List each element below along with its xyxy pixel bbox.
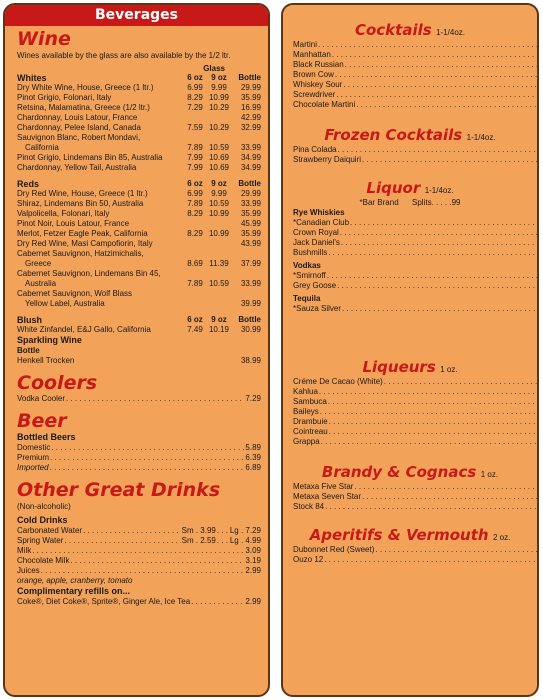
dot-leader [329,417,539,427]
beer-row-domestic: Domestic . . . 5.89 [17,443,261,453]
price-9oz [207,219,231,229]
price-6oz [183,249,207,259]
wine-name: Pinot Noir, Louis Latour, France [17,219,130,228]
dot-leader [343,80,539,90]
dot-leader [320,407,539,417]
price-9oz [207,239,231,249]
menu-item [293,427,539,437]
wine-name: Chardonnay, Yellow Tail, Australia [17,163,137,172]
dot-leader [70,556,244,566]
wine-row [17,143,261,153]
dot-leader [336,90,539,100]
menu-item [293,502,539,512]
menu-item [293,145,539,155]
menu-item [293,281,539,291]
price-6oz: 7.59 [187,123,203,132]
menu-item [293,304,539,314]
item-name: Crown Royal [293,228,339,237]
price-bottle: 30.99 [240,325,261,334]
bottled-beers-heading: Bottled Beers [17,432,76,442]
spirits-panel [281,3,539,697]
aperitifs-columns [293,545,527,565]
beverages-panel [3,3,270,697]
menu-item [293,50,539,60]
blush-list [17,325,261,335]
price-9oz: 10.99 [208,229,230,238]
dot-leader [337,281,539,291]
wine-name: Pinot Grigio, Lindemans Bin 85, Australia [17,153,163,162]
menu-item [17,546,261,556]
brandy-left-list [293,482,539,512]
carbonated-row: Carbonated Water . . . Sm . 3.99 . . . Lg . 7.29 [17,526,261,536]
reds-header: Reds 6 oz 9 oz Bottle [17,179,261,189]
menu-item [293,40,539,50]
dot-leader [342,304,539,314]
item-name: Black Russian [293,60,344,69]
dot-leader [325,502,539,512]
dot-leader [362,492,539,502]
other-drinks-list [17,546,261,576]
frozen-columns [293,145,527,165]
item-name: Chocolate Martini [293,100,356,109]
beer-row-imported: Imported . . . 6.89 [17,463,261,473]
coolers-heading: Coolers [17,372,98,394]
price-9oz: 10.99 [208,209,230,218]
menu-item [293,437,539,447]
dot-leader [332,50,539,60]
brandy-heading: Brandy & Cognacs 1 oz. [321,463,499,481]
price-6oz [183,289,207,299]
price-6oz [183,299,207,309]
dot-leader [328,397,539,407]
price-6oz: 7.89 [187,279,203,288]
cocktails-heading: Cocktails 1-1/4oz. [354,21,466,39]
wine-name: Dry White Wine, House, Greece (1 ltr.) [17,83,154,92]
price-6oz: 8.69 [187,259,203,268]
wine-row [17,83,261,93]
liquor-left-groups [293,208,539,344]
price-bottle: 33.99 [240,279,261,288]
price-bottle: 42.99 [240,113,261,122]
price-6oz: 7.29 [187,103,203,112]
bar-brand-splits: *Bar Brand Splits. . . . .99 [359,198,461,207]
glass-label: Glass [203,64,225,73]
dot-leader [318,40,539,50]
menu-item [293,492,539,502]
dot-leader [329,427,539,437]
wine-name: Dry Red Wine, Masi Campofiorin, Italy [17,239,153,248]
wine-name: Cabernet Sauvignon, Hatzimichalis, [17,249,144,258]
price-bottle [231,133,261,143]
price-6oz [183,239,207,249]
price-6oz [183,269,207,279]
item-name: Stock 84 [293,502,325,511]
dot-leader [321,437,539,447]
aperitifs-left-list [293,545,539,565]
price-6oz: 8.29 [187,209,203,218]
menu-item [293,90,539,100]
liqueurs-heading: Liqueurs 1 oz. [362,358,458,376]
dot-leader [324,555,539,565]
item-name: Screwdriver [293,90,336,99]
item-name: Strawberry Daiquiri [293,155,362,164]
aperitifs-heading: Aperitifs & Vermouth 2 oz. [309,526,511,544]
price-9oz: 10.59 [208,143,230,152]
price-6oz: 7.89 [187,143,203,152]
menu-item [293,545,539,555]
whites-header: Whites 6 oz 9 oz Bottle [17,73,261,83]
wine-row [17,239,261,249]
wine-note: Wines available by the glass are also available by the 1/2 ltr. [17,51,231,60]
item-name: Dubonnet Red (Sweet) [293,545,375,554]
item-price: 2.99 [245,566,261,575]
wine-row [17,325,261,335]
wine-row [17,279,261,289]
dot-leader [356,100,539,110]
price-bottle [231,289,261,299]
menu-item [293,387,539,397]
liquor-columns [293,208,527,344]
menu-item [293,100,539,110]
wine-row [17,209,261,219]
item-name: Milk [17,546,32,555]
dot-leader [41,566,245,576]
price-bottle: 35.99 [240,209,261,218]
menu-item [293,377,539,387]
beverages-banner: Beverages [5,5,268,26]
item-name: Drambuie [293,417,328,426]
wine-name: Shiraz, Lindemans Bin 50, Australia [17,199,144,208]
menu-item [293,60,539,70]
beer-row-premium: Premium . . . 6.39 [17,453,261,463]
item-name: Grappa [293,437,320,446]
liqueurs-columns [293,377,527,447]
refills-row: Coke®, Diet Coke®, Sprite®, Ginger Ale, Ice Tea . . . 2.99 [17,597,261,607]
wine-name: Greece [25,259,52,268]
price-bottle: 33.99 [240,199,261,208]
item-name: Martini [293,40,318,49]
price-6oz: 8.29 [187,229,203,238]
menu-item [293,70,539,80]
wine-name: Chardonnay, Pelee Island, Canada [17,123,141,132]
liqueurs-left-list [293,377,539,447]
price-bottle [231,249,261,259]
price-9oz: 10.59 [208,279,230,288]
price-bottle: 35.99 [240,93,261,102]
other-drinks-heading: Other Great Drinks [17,479,221,501]
price-6oz: 7.49 [187,325,203,334]
price-6oz [183,133,207,143]
item-name: Bushmills [293,248,328,257]
blush-header: Blush 6 oz 9 oz Bottle [17,315,261,325]
beer-heading: Beer [17,410,67,432]
menu-item [293,228,539,238]
liquor-group-heading: Rye Whiskies [293,208,345,217]
price-6oz: 7.89 [187,199,203,208]
menu-item [293,397,539,407]
price-bottle: 43.99 [240,239,261,248]
price-9oz: 10.69 [208,153,230,162]
wine-row [17,229,261,239]
price-9oz: 9.99 [211,83,227,92]
liquor-heading: Liquor 1-1/4oz. [366,179,454,197]
reds-list [17,189,261,309]
dot-leader [354,482,539,492]
price-9oz: 10.69 [208,163,230,172]
item-name: Whiskey Sour [293,80,343,89]
wine-row [17,103,261,113]
menu-item [293,80,539,90]
wine-name: Cabernet Sauvignon, Wolf Blass [17,289,133,298]
dot-leader [340,228,539,238]
price-9oz [207,299,231,309]
dot-leader [341,238,539,248]
price-6oz: 6.99 [187,189,203,198]
price-9oz: 9.99 [211,189,227,198]
wine-name: Australia [25,279,57,288]
price-9oz: 10.29 [208,123,230,132]
wine-row [17,289,261,299]
menu-item [293,155,539,165]
wine-row [17,93,261,103]
wine-name: Pinot Grigio, Folonari, Italy [17,93,112,102]
menu-item [17,566,261,576]
item-name: Kahlua [293,387,318,396]
wine-name: Merlot, Fetzer Eagle Peak, California [17,229,148,238]
item-name: Sambuca [293,397,327,406]
price-bottle: 39.99 [240,299,261,308]
wine-row [17,269,261,279]
price-6oz: 6.99 [187,83,203,92]
dot-leader [335,70,539,80]
non-alcoholic-note: (Non-alcoholic) [17,502,71,511]
menu-item [293,407,539,417]
price-bottle: 45.99 [240,219,261,228]
brandy-columns [293,482,527,512]
refills-heading: Complimentary refills on... [17,586,131,596]
wine-name: Dry Red Wine, House, Greece (1 ltr.) [17,189,148,198]
spring-water-row: Spring Water . . . Sm . 2.59 . . . Lg . 4.99 [17,536,261,546]
item-price: 3.19 [245,556,261,565]
juice-note: orange, apple, cranberry, tomato [17,576,133,585]
wine-name: White Zinfandel, E&J Gallo, California [17,325,151,334]
cold-drinks-heading: Cold Drinks [17,515,68,525]
item-name: Manhattan [293,50,331,59]
price-bottle: 16.99 [240,103,261,112]
wine-heading: Wine [17,28,71,50]
price-bottle: 34.99 [240,163,261,172]
price-bottle: 34.99 [240,153,261,162]
item-name: Jack Daniel's [293,238,340,247]
menu-item [293,238,539,248]
menu-item [293,417,539,427]
dot-leader [362,155,539,165]
price-6oz: 7.99 [187,163,203,172]
wine-name: Valpolicella, Folonari, Italy [17,209,110,218]
menu-item [293,271,539,281]
item-name: Pina Colada [293,145,337,154]
wine-name: Cabernet Sauvignon, Lindemans Bin 45, [17,269,161,278]
price-9oz [207,113,231,123]
wine-row [17,189,261,199]
sparkling-heading: Sparkling Wine [17,335,82,345]
item-name: Chocolate Milk [17,556,70,565]
frozen-left-list [293,145,539,165]
price-bottle: 37.99 [240,259,261,268]
wine-row [17,153,261,163]
wine-row [17,199,261,209]
price-9oz [207,249,231,259]
item-name: Juices [17,566,40,575]
dot-leader [384,377,539,387]
dot-leader [327,271,539,281]
cocktails-columns [293,40,527,110]
menu-item [17,556,261,566]
wine-name: Chardonnay, Louis Latour, France [17,113,138,122]
price-bottle: 29.99 [240,83,261,92]
item-name: Cointreau [293,427,328,436]
item-name: Créme De Cacao (White) [293,377,383,386]
price-9oz [207,269,231,279]
price-9oz [207,133,231,143]
menu-item [293,248,539,258]
sparkling-row: Henkell Trocken 38.99 [17,356,261,365]
item-price: 3.09 [245,546,261,555]
wine-row [17,249,261,259]
menu-item [293,555,539,565]
wine-name: California [25,143,59,152]
item-name: Metaxa Seven Star [293,492,362,501]
dot-leader [338,145,539,155]
dot-leader [345,60,539,70]
item-name: Baileys [293,407,319,416]
wine-row [17,219,261,229]
menu-item [293,218,539,228]
price-6oz: 7.99 [187,153,203,162]
wine-name: Yellow Label, Australia [25,299,105,308]
wine-row [17,299,261,309]
price-9oz: 10.29 [208,103,230,112]
wine-name: Retsina, Malamatina, Greece (1/2 ltr.) [17,103,150,112]
item-name: Grey Goose [293,281,337,290]
price-9oz: 10.19 [208,325,230,334]
wine-name: Sauvignon Blanc, Robert Mondavi, [17,133,141,142]
coolers-row: Vodka Cooler . . . 7.29 [17,394,261,404]
liquor-group-heading: Vodkas [293,261,321,270]
whites-list [17,83,261,173]
price-bottle: 29.99 [240,189,261,198]
price-bottle: 33.99 [240,143,261,152]
price-bottle: 35.99 [240,229,261,238]
item-name: *Smirnoff [293,271,326,280]
price-9oz: 10.59 [208,199,230,208]
price-bottle [231,269,261,279]
frozen-heading: Frozen Cocktails 1-1/4oz. [324,126,496,144]
price-9oz [207,289,231,299]
wine-row [17,123,261,133]
liquor-group-heading: Tequila [293,294,321,303]
dot-leader [328,248,539,258]
item-name: *Canadian Club [293,218,350,227]
menu-item [293,482,539,492]
dot-leader [350,218,539,228]
wine-row [17,259,261,269]
item-name: Metaxa Five Star [293,482,354,491]
wine-row [17,113,261,123]
price-6oz [183,113,207,123]
price-6oz [183,219,207,229]
price-6oz: 8.29 [187,93,203,102]
cocktails-left-list [293,40,539,110]
dot-leader [319,387,539,397]
item-name: Ouzo 12 [293,555,324,564]
price-bottle: 32.99 [240,123,261,132]
dot-leader [32,546,244,556]
price-9oz: 11.39 [209,259,229,268]
dot-leader [375,545,539,555]
sparkling-header: Bottle [17,346,40,355]
price-9oz: 10.99 [208,93,230,102]
wine-row [17,133,261,143]
wine-row [17,163,261,173]
item-name: *Sauza Silver [293,304,342,313]
item-name: Brown Cow [293,70,334,79]
